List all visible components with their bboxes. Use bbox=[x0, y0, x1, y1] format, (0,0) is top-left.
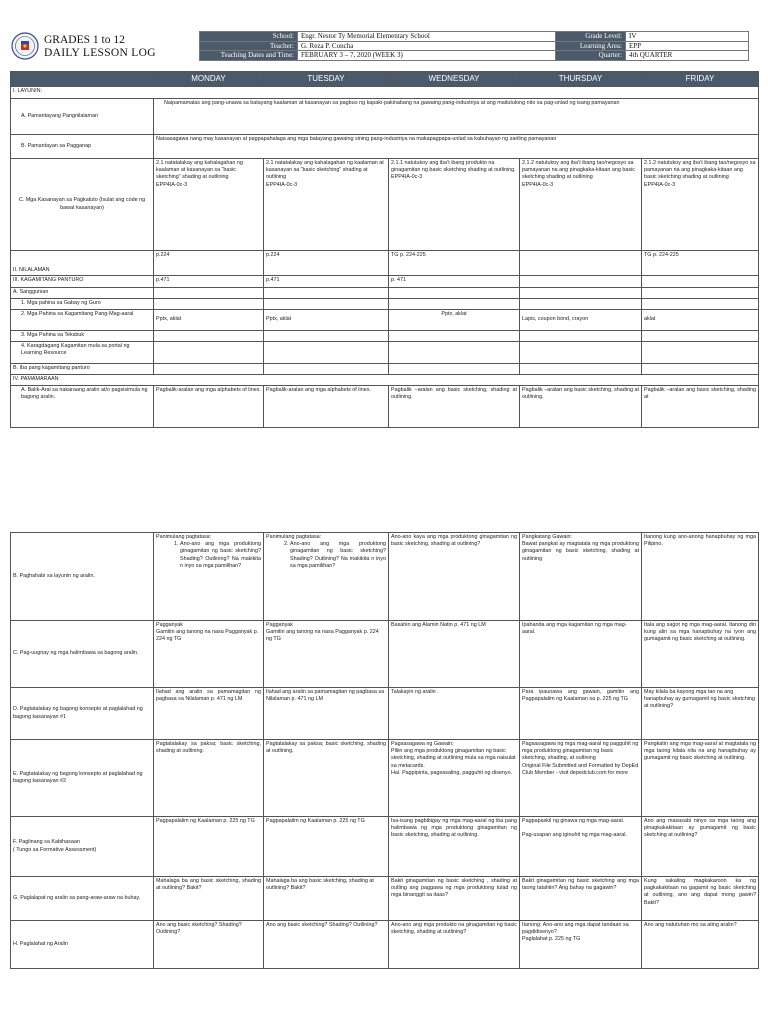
balik-aral-monday: Pagbalik-aralan ang mga alphabets of lines. bbox=[154, 386, 264, 428]
pamantayang-pangnilalaman-text: Naipamamalas ang pang-unawa sa batayang kaalaman at kasanayan sa pagbuo ng kapaki-pakinabang na gawaing pang-industriya at ang maitutulong nito sa pag-unlad ng isang pamayanan bbox=[154, 99, 759, 135]
kasanayan-tuesday: 2.1 natatalakay ang kahalagahan ng kaalaman at kasanayan sa “basic sketching” shading at outlining EPP4IA-0c-3 bbox=[264, 159, 389, 251]
nilalaman-friday: TG p. 224-225 bbox=[642, 251, 759, 276]
grade-value: IV bbox=[626, 32, 749, 42]
pretest-list bbox=[266, 541, 386, 570]
konsepto2-wednesday: Pagsasagawa ng Gawain; Piliin ang mga produktong ginagamitan ng basic sketching, shading at outlining mula sa mga naisulat sa metacards. Hal. Pagpipinta, pagsasaling, pagguhit ng disenyo. bbox=[389, 740, 520, 817]
pretest-label: Panimulang pagtatasa: bbox=[156, 534, 212, 540]
kasanayan-thursday: 2.1.2 natutukoy ang iba’t ibang tao/negosyo sa pamayanan na ang pinagkaka-kitaan ang basic sketching shading at outlining EPP4IA-0c-3 bbox=[520, 159, 642, 251]
dates-value: FEBRUARY 3 – 7, 2020 (WEEK 3) bbox=[298, 51, 556, 61]
balik-aral-thursday: Pagbalik –aralan ang basic sketching, shading at outlining. bbox=[520, 386, 642, 428]
konsepto1-monday: Ilahad ang aralin sa pamamagitan ng pagbasa sa Nilalaman p. 471 ng LM bbox=[154, 688, 264, 740]
paglalapat-tuesday: Mahalaga ba ang basic sketching, shading at outlining? Bakit? bbox=[264, 877, 389, 921]
row-label-paglalapat: G. Paglalapat ng aralin sa pang-araw-araw na buhay. bbox=[11, 877, 154, 921]
konsepto2-friday: Pangkatin ang mga mag-aaral at magtatala ng mga taong kilala nila na ang hanapbuhay ay gumagamit ng basic sketching at outlining. bbox=[642, 740, 759, 817]
row-label-kasanayan: C. Mga Kasanayan sa Pagkatuto (Isulat ang code ng bawat kasanayan) bbox=[11, 159, 154, 251]
section-pamamaraan: IV. PAMAMARAAN bbox=[11, 375, 759, 386]
row-label-paglalahat: H. Paglalahat ng Aralin bbox=[11, 921, 154, 969]
konsepto1-tuesday: Ilahad ang aralin sa pamamagitan ng pagbasa sa Nilalaman p. 471 ng LM bbox=[264, 688, 389, 740]
kabihasaan-thursday: Pagpapaskil ng ginawa ng mga mag-aaral. Pag-usapan ang iginuhit ng mga mag-aaral. bbox=[520, 817, 642, 877]
paglalapat-wednesday: Bakit ginagamitan ng basic sketching , shading at outling ang paggawa ng mga produktong tulad ng mga binanggit sa itaas? bbox=[389, 877, 520, 921]
kmag-friday: aklat bbox=[642, 310, 759, 331]
paglalahat-thursday: Itanong: Ano-ano ang mga dapat tandaan sa pagdidisenyo? Paglalahat p. 225 ng TG bbox=[520, 921, 642, 969]
row-label-sanggunian: A. Sanggunian bbox=[11, 288, 154, 299]
row-label-konsepto-2: E. Pagtatalakay ng bagong konsepto at paglalahad ng bagong kasanayan #2 bbox=[11, 740, 154, 817]
kabihasaan-wednesday: Isa-isang pagbibigay ng mga mag-aaral ng iba pang halimbawa ng mga produktong ginagamitan ng basic sketching, shading at outlining. bbox=[389, 817, 520, 877]
school-label: School: bbox=[200, 32, 298, 42]
row-label-kabihasaan: F. Paglinang sa Kabihasaan ( Tungo sa Formative Assessment) bbox=[11, 817, 154, 877]
lesson-table-part1 bbox=[10, 71, 759, 428]
quarter-label: Quarter: bbox=[556, 51, 626, 61]
nilalaman-wednesday: TG p. 224-225 bbox=[389, 251, 520, 276]
day-header-wednesday: WEDNESDAY bbox=[389, 72, 520, 87]
balik-aral-wednesday: Pagbalik –aralan ang basic sketching, shading at outlining. bbox=[389, 386, 520, 428]
kabihasaan-tuesday: Pagpapalalim ng Kaalaman p. 225 ng TG bbox=[264, 817, 389, 877]
kmag-monday: Pptx, aklat bbox=[154, 310, 264, 331]
row-label-pamantayan-sa-pagganap: B. Pamantayan sa Pagganap bbox=[11, 135, 154, 159]
konsepto2-monday: Pagtatalakay sa paksa; basic sketching, shading at outlining. bbox=[154, 740, 264, 817]
paglalahat-wednesday: Ano-ano ang mga produkto na ginagamitan ng basic sketching, shading at outlining? bbox=[389, 921, 520, 969]
paglalahat-monday: Ano ang basic sketching? Shading? Outlining? bbox=[154, 921, 264, 969]
paghahabi-tuesday bbox=[264, 533, 389, 621]
konsepto1-thursday: Para ipaunawa ang gawain, gamitin ang Pagpapalalim ng Kaalaman sa p. 225 ng TG bbox=[520, 688, 642, 740]
school-value: Engr. Nestor Ty Memorial Elementary School bbox=[298, 32, 556, 42]
konsepto1-friday: May kilala ba kayong mga tao na ang hanapbuhay ay gumagamit ng basic sketching at outlining? bbox=[642, 688, 759, 740]
ugnay-monday: Pagganyak Gamitin ang tanong na nasa Pagganyak p. 224 ng TG bbox=[154, 621, 264, 688]
kasanayan-friday: 2.1.2 natutukoy ang iba’t ibang tao/negosyo sa pamayanan na ang pinagkaka-kitaan ang basic sketching shading at outlining EPP4IA-0c-3 bbox=[642, 159, 759, 251]
lesson-table-part2 bbox=[10, 532, 759, 969]
day-header-monday: MONDAY bbox=[154, 72, 264, 87]
deped-seal-icon bbox=[10, 31, 44, 61]
paghahabi-wednesday: Ano-ano kaya ang mga produktong ginagamitan ng basic sketching, shading at outlining? bbox=[389, 533, 520, 621]
kmag-thursday: Lapis, coupon bond, crayon bbox=[520, 310, 642, 331]
quarter-value: 4th QUARTER bbox=[626, 51, 749, 61]
konsepto2-tuesday: Pagtatalakay sa paksa; basic sketching, shading at outlining. bbox=[264, 740, 389, 817]
pretest-label: Panimulang pagtatasa: bbox=[266, 534, 322, 540]
kagamitang-monday: p.471 bbox=[154, 276, 264, 288]
kagamitang-thursday bbox=[520, 276, 642, 288]
learning-area-label: Learning Area: bbox=[556, 41, 626, 51]
kagamitang-tuesday: p.471 bbox=[264, 276, 389, 288]
row-label-kagamitang-panturo: III. KAGAMITANG PANTURO bbox=[11, 276, 154, 288]
kmag-tuesday: Pptx, aklat bbox=[264, 310, 389, 331]
row-label-karagdagang-kagamitan: 4. Karagdagang Kagamitan mula sa portal ng Learning Resource bbox=[11, 342, 154, 364]
title-grades: GRADES 1 to 12 bbox=[44, 34, 125, 46]
pretest-question: 2. Ano-ano ang mga produktong ginagamitan ng basic sketching? Shading? Outlining? Na makikita n inyo sa mga pamilihan? bbox=[290, 541, 386, 570]
day-header-thursday: THURSDAY bbox=[520, 72, 642, 87]
paghahabi-monday bbox=[154, 533, 264, 621]
balik-aral-tuesday: Pagbalik-aralan ang mga alphabets of lines. bbox=[264, 386, 389, 428]
kasanayan-monday: 2.1 natatalakay ang kahalagahan ng kaalaman at kasanayan sa “basic sketching” shading at outlining EPP4IA-0c-3 bbox=[154, 159, 264, 251]
paglalapat-thursday: Bakit ginagamitan ng basic sketching ang mga taong tatahiin? Ang bahay na gagawin? bbox=[520, 877, 642, 921]
row-label-pamantayang-pangnilalaman: A. Pamantayang Pangnilalaman bbox=[11, 99, 154, 135]
kasanayan-wednesday: 2.1.1 natutukoy ang iba’t ibang produkto na ginagamitan ng basic sketching shading at outlining. EPP4IA-0c-3 bbox=[389, 159, 520, 251]
info-table bbox=[199, 31, 749, 61]
nilalaman-tuesday: p.224 bbox=[264, 251, 389, 276]
row-label-teksbuk: 3. Mga Pahina sa Teksbuk bbox=[11, 331, 154, 342]
pretest-question: 1. Ano-ano ang mga produktong ginagamitan ng basic sketching? Shading? Outlining? Na makikita n inyo sa mga pamilihan? bbox=[180, 541, 261, 570]
learning-area-value: EPP bbox=[626, 41, 749, 51]
row-label-paghahabi: B. Paghahabi sa layunin ng aralin. bbox=[11, 533, 154, 621]
row-label-gabay-ng-guro: 1. Mga pahina sa Gabay ng Guro bbox=[11, 299, 154, 310]
paglalapat-monday: Mahalaga ba ang basic sketching, shading at outlining? Bakit? bbox=[154, 877, 264, 921]
nilalaman-thursday bbox=[520, 251, 642, 276]
dates-label: Teaching Dates and Time: bbox=[200, 51, 298, 61]
ugnay-wednesday: Basahin ang Alamin Natin p. 471 ng LM bbox=[389, 621, 520, 688]
kmag-wednesday: Pptx, aklat bbox=[389, 310, 520, 331]
nilalaman-monday: p.224 bbox=[154, 251, 264, 276]
pamantayan-sa-pagganap-text: Naisasagawa nang may kasanayan at pagpapahalaga ang mga batayang gawaing sining pang-industriya na makapagpapa-unlad sa kabuhayan ng sariling pamayanan bbox=[154, 135, 759, 159]
kagamitang-wednesday: p. 471 bbox=[389, 276, 520, 288]
balik-aral-friday: Pagbalik –aralan ang basic sketching, shading at bbox=[642, 386, 759, 428]
teacher-label: Teacher: bbox=[200, 41, 298, 51]
row-label-kagamitang-mag-aaral: 2. Mga Pahina sa Kagamitang Pang-Mag-aaral bbox=[11, 310, 154, 331]
grade-label: Grade Level: bbox=[556, 32, 626, 42]
teacher-value: G. Reza P. Concha bbox=[298, 41, 556, 51]
kagamitang-friday bbox=[642, 276, 759, 288]
paglalahat-friday: Ano ang natutuhan mo sa ating aralin? bbox=[642, 921, 759, 969]
row-label-konsepto-1: D. Pagtatalakay ng bagong konsepto at paglalahad ng bagong kasanayan #1 bbox=[11, 688, 154, 740]
ugnay-friday: Itala ang sagot ng mga mag-aaral. Itanong din kung alin sa mga hanapbuhay na iyon ang gumagamit ng basic sketching at outlining. bbox=[642, 621, 759, 688]
section-layunin: I. LAYUNIN: bbox=[11, 87, 759, 99]
kabihasaan-monday: Pagpapalalim ng Kaalaman p. 225 ng TG bbox=[154, 817, 264, 877]
paghahabi-thursday: Pangkatang Gawain: Bawat pangkat ay magtatala ng mga produktong ginagamitan ng basic sketching, shading at outlining bbox=[520, 533, 642, 621]
paglalapat-friday: Kung sakaling magkakaroon ka ng pagkakakitaan na gagamit ng basic sketching at outlining, ano ang dapat mong gawin? Bakit? bbox=[642, 877, 759, 921]
paghahabi-friday: Itanong kung ano-anong hanapbuhay ng mga Pilipino. bbox=[642, 533, 759, 621]
row-label-iba-pang-kagamitan: B. Iba pang kagamitang panturo bbox=[11, 364, 154, 375]
paglalahat-tuesday: Ano ang basic sketching? Shading? Outlining? bbox=[264, 921, 389, 969]
row-label-nilalaman: II. NILALAMAN bbox=[11, 251, 154, 276]
corner-header bbox=[11, 72, 154, 87]
title-daily-lesson-log: DAILY LESSON LOG bbox=[44, 47, 156, 59]
ugnay-tuesday: Pagganyak Gamitin ang tanong na nasa Pagganyak p. 224 ng TG bbox=[264, 621, 389, 688]
konsepto1-wednesday: Talakayin ng aralin . bbox=[389, 688, 520, 740]
pretest-list bbox=[156, 541, 261, 570]
konsepto2-thursday: Pagsasagawa ng mga mag-aaral ng pagguhit ng mga produktong ginagamitan ng basic sketching, shading, at outlining Original File Submitted and Formatted by DepEd Club Member - visit depedclub.com for more bbox=[520, 740, 642, 817]
kabihasaan-friday: Ano ang masasabi ninyo sa mga taong ang pinagkakakitaan ay gumagamit ng basic sketching at outlining? bbox=[642, 817, 759, 877]
day-header-tuesday: TUESDAY bbox=[264, 72, 389, 87]
ugnay-thursday: Ipahanda ang mga kagamitan ng mga mag-aaral. bbox=[520, 621, 642, 688]
row-label-balik-aral: A. Balik-Aral sa nakaraang aralin at/o pagsisimula ng bagong aralin. bbox=[11, 386, 154, 428]
day-header-friday: FRIDAY bbox=[642, 72, 759, 87]
row-label-pag-uugnay: C. Pag-uugnay ng mga halimbawa sa bagong aralin. bbox=[11, 621, 154, 688]
